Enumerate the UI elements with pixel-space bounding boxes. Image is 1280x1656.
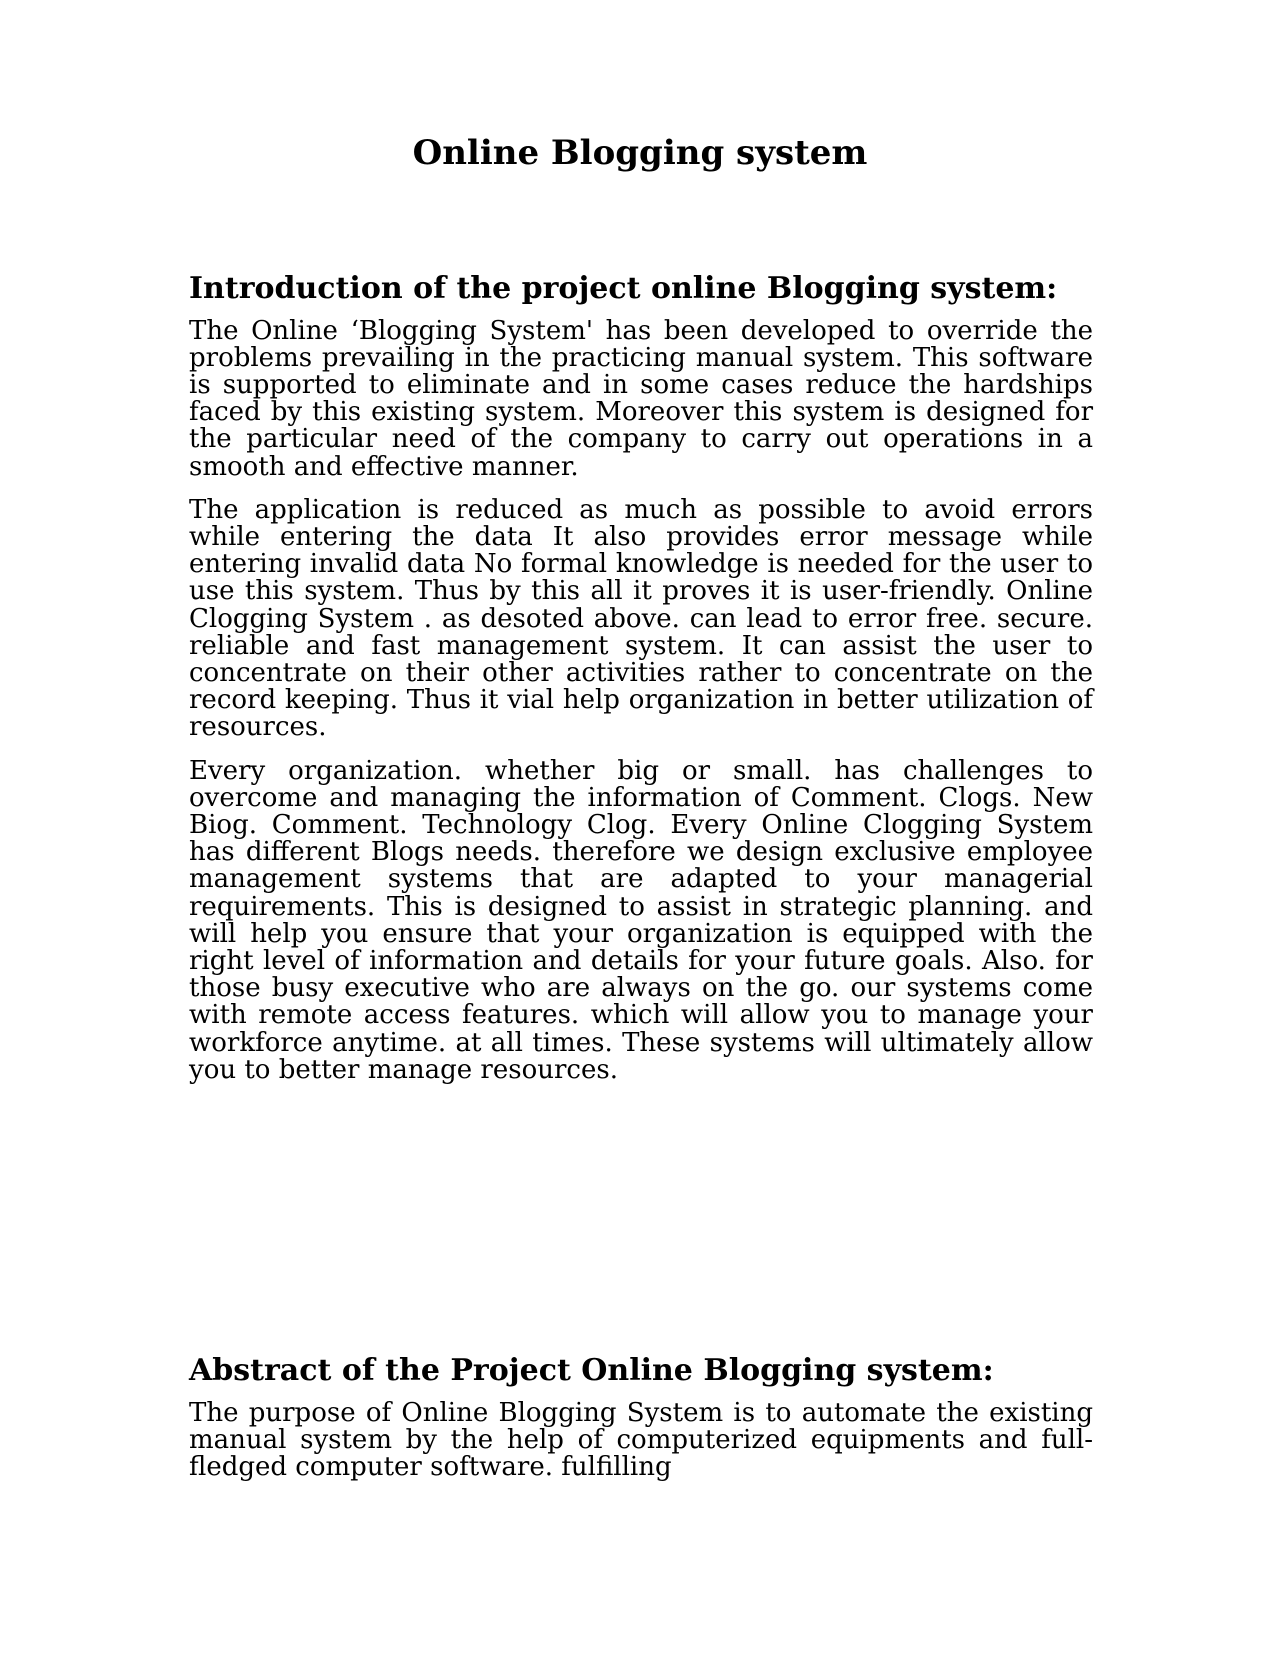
section-heading-introduction: Introduction of the project online Blogging system: — [189, 271, 1058, 306]
paragraph: Every organization. whether big or small. has challenges to overcome and managing the information of Comment. Clogs. New Biog. Comment. Technology Clog. Every Online Clogging System has different Blogs needs. therefore we design exclusive employee management systems that are adapted to your managerial requirements. This is designed to assist in strategic planning. and will help you ensure that your organization is equipped with the right level of information and details for your future goals. Also. for those busy executive who are always on the go. our systems come with remote access features. which will allow you to manage your workforce anytime. at all times. These systems will ultimately allow you to better manage resources. — [189, 755, 1093, 1085]
paragraph: The purpose of Online Blogging System is to automate the existing manual system by the help of computerized equipments and full-fledged computer software. fulfilling — [189, 1397, 1093, 1482]
section-heading-abstract: Abstract of the Project Online Blogging system: — [189, 1353, 994, 1388]
section-introduction — [189, 270, 1093, 1100]
paragraph: The application is reduced as much as possible to avoid errors while entering the data It also provides error message while entering invalid data No formal knowledge is needed for the user to use this system. Thus by this all it proves it is user-friendly. Online Clogging System . as desoted above. can lead to error free. secure. reliable and fast management system. It can assist the user to concentrate on their other activities rather to concentrate on the record keeping. Thus it vial help organization in better utilization of resources. — [189, 494, 1093, 743]
document-title: Online Blogging system — [412, 133, 868, 173]
paragraph: The Online ‘Blogging System' has been developed to override the problems prevailing in the practicing manual system. This software is supported to eliminate and in some cases reduce the hardships faced by this existing system. Moreover this system is designed for the particular need of the company to carry out operations in a smooth and effective manner. — [189, 315, 1093, 482]
section-abstract — [189, 1352, 1093, 1497]
